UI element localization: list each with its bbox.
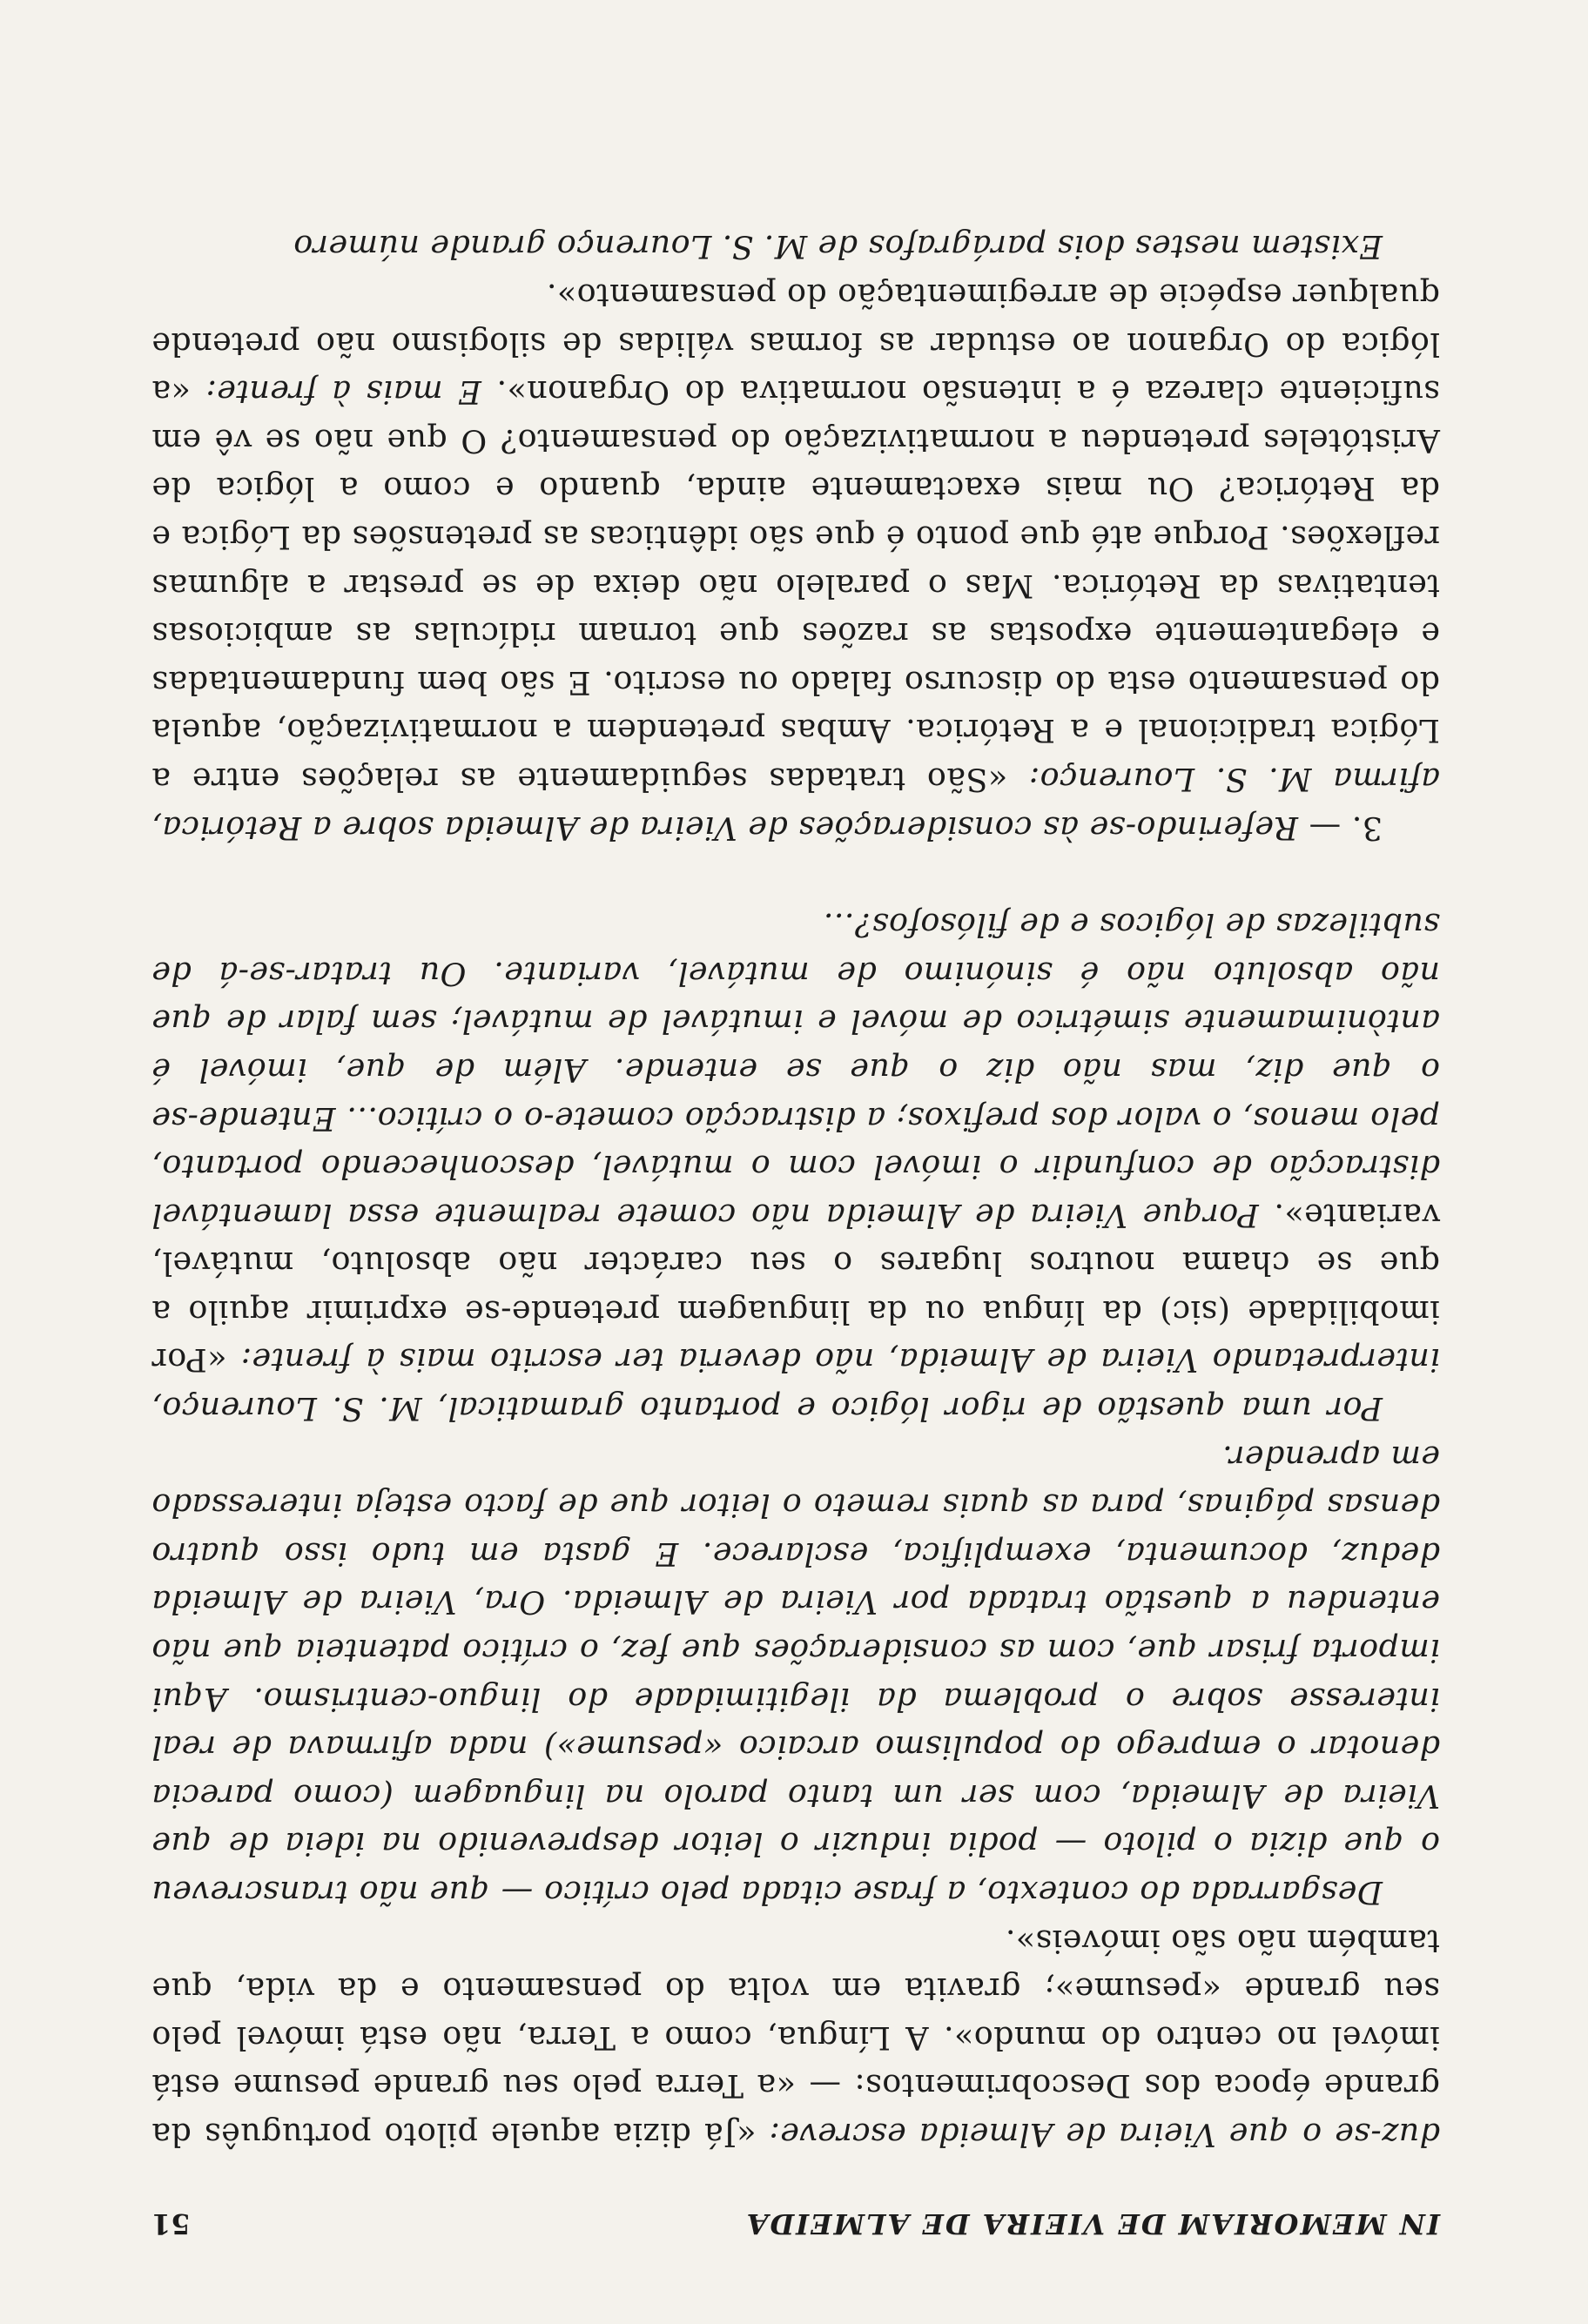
paragraph-5 (151, 223, 1440, 272)
page-content (151, 223, 1440, 2240)
paragraph-4 (151, 271, 1440, 851)
paragraph-2 (151, 1433, 1440, 1917)
quotation-segment: «a lógica do Organon ao estudar as formas válidas de silogismo não pretende qualquer espécie de arregimentação do pensamento». (151, 277, 1440, 412)
text-segment: Existem nestes dois parágrafos de M. S. Lourenço grande número (293, 228, 1383, 266)
quotation-segment: «Já dizia aquele piloto português da grande época dos Descobrimentos: — «a Terra pelo seu grande pesume está imóvel no centro do mundo». A Língua, como a Terra, não está imóvel pelo seu grande «pesume»; gravita em volta do pensamento e da vida, que também não são imóveis». (151, 1922, 1440, 2153)
running-header (151, 2207, 1440, 2240)
text-segment: E mais à frente: (190, 373, 481, 412)
text-segment: Por uma questão de rigor lógico e portanto gramatical, M. S. Lourenço, interpretando Vieira de Almeida, não deveria ter escrito mais à frente: (151, 1341, 1440, 1428)
quotation-segment: «Por imobilidade (sic) da língua ou da linguagem pretende-se exprimir aquilo a que se chama noutros lugares o seu carácter não absoluto, mutável, variante». (151, 1196, 1440, 1380)
text-segment: Porque Vieira de Almeida não comete realmente essa lamentável distracção de confundir o imóvel com o mutável, desconhecendo portanto, pelo menos, o valor dos prefixos; a distracção comete-o o crítico... Entende-se o que diz, mas não diz o que se entende. Além de que, imóvel é antònimamente simétrico de móvel e imutável de mutável; sem falar de que não absoluto não é sinónimo de mutável, variante. Ou tratar-se-á de subtilezas de lógicos e de filósofos?... (151, 906, 1440, 1234)
page-number: 51 (151, 2207, 191, 2240)
paragraph-3 (151, 901, 1440, 1434)
text-segment: duz-se o que Vieira de Almeida escreve: (756, 2116, 1440, 2153)
text-segment: Desgarrada do contexto, a frase citada pelo crítico — que não transcreveu o que dizia o piloto — podia induzir o leitor desprevenido na ideia de que Vieira de Almeida, com ser um tanto parolo na linguagem (como parecia denotar o emprego do populismo arcaico «pesume») nada afirmava de real interesse sobre o problema da ilegitimidade do linguo-centrismo. Aqui importa frisar que, com as considerações que fez, o crítico patenteia que não entendeu a questão tratada por Vieira de Almeida. Ora, Vieira de Almeida deduz, documenta, exemplifica, esclarece. E gasta em tudo isso quatro densas páginas, para as quais remeto o leitor que de facto esteja interessado em aprender. (151, 1438, 1440, 1912)
quotation-segment: «São tratadas seguidamente as relações entre a Lógica tradicional e a Retórica. Ambas pretendem a normativização, aquela do pensamento esta do discurso falado ou escrito. E são bem fundamentadas e elegantemente expostas as razões que tornam ridículas as ambiciosas tentativas da Retórica. Mas o paralelo não deixa de se prestar a algumas reflexões. Porque até que ponto é que são idênticas as pretensões da Lógica e da Retórica? Ou mais exactamente ainda, quando e como a lógica de Aristóteles pretendeu a normativização do pensamento? O que não se vê em suficiente clareza é a intensão normativa do Organon». (151, 373, 1440, 798)
paragraph-1 (151, 1917, 1440, 2159)
section-number: 3. — (1297, 809, 1383, 847)
text-segment: Referindo-se às considerações de Vieira de Almeida sobre a Retórica, afirma M. S. Lourenço: (151, 760, 1440, 847)
running-title: IN MEMORIAM DE VIEIRA DE ALMEIDA (744, 2207, 1440, 2240)
